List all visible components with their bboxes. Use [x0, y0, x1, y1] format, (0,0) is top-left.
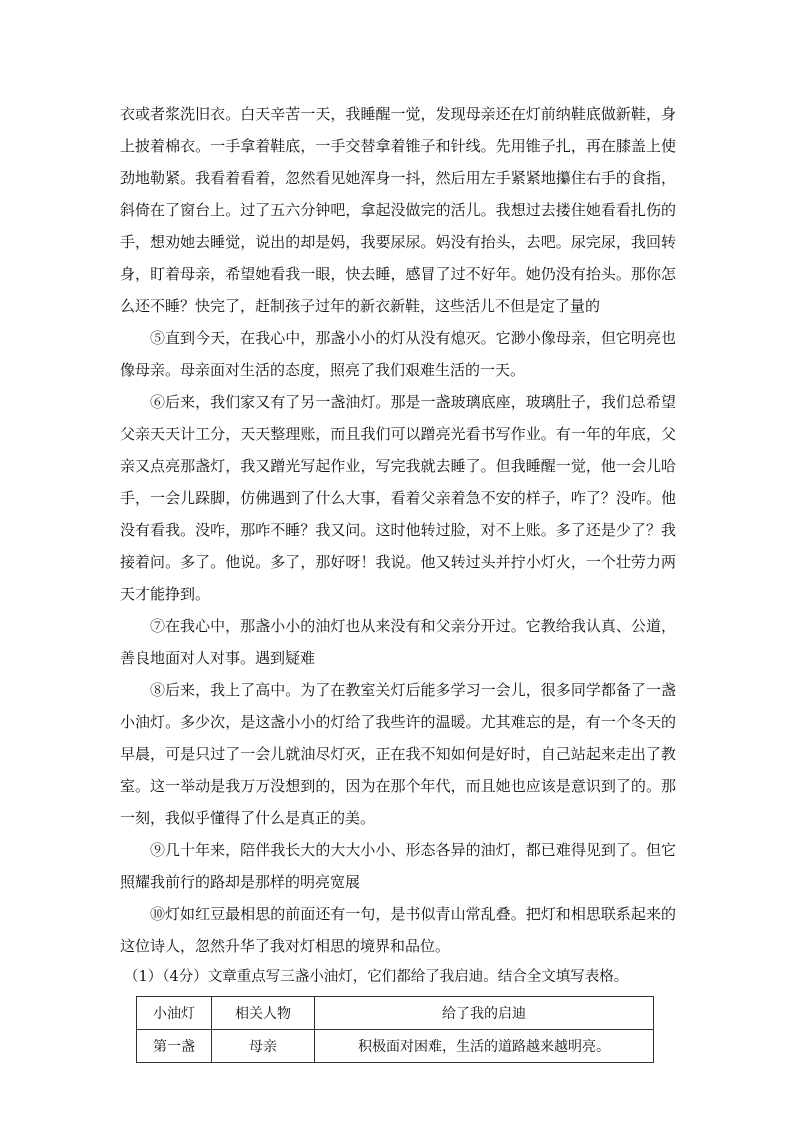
- table-cell: 母亲: [212, 1030, 315, 1063]
- table-cell: 积极面对困难，生活的道路越来越明亮。: [315, 1030, 654, 1063]
- paragraph-4-continued: 衣或者浆洗旧衣。白天辛苦一天，我睡醒一觉，发现母亲还在灯前纳鞋底做新鞋，身上披着棉衣。一手拿着鞋底，一手交替拿着锥子和针线。先用锥子扎，再在膝盖上使劲地勒紧。我看着看着，忽然看见她浑身一抖，然后用左手紧紧地攥住右手的食指，斜倚在了窗台上。过了五六分钟吧，拿起没做完的活儿。我想过去搂住她看看扎伤的手，想劝她去睡觉，说出的却是妈，我要尿尿。妈没有抬头，去吧。尿完尿，我回转身，盯着母亲，希望她看我一眼，快去睡，感冒了过不好年。她仍没有抬头。那你怎么还不睡？快完了，赶制孩子过年的新衣新鞋，这些活儿不但是定了量的: [120, 105, 676, 315]
- document-page: [120, 98, 676, 1063]
- table-header-cell: 给了我的启迪: [315, 997, 654, 1030]
- table-row: [137, 1030, 654, 1063]
- paragraph-7: ⑦在我心中，那盏小小的油灯也从来没有和父亲分开过。它教给我认真、公道，善良地面对人对事。遇到疑难: [120, 617, 676, 667]
- paragraph-6: ⑥后来，我们家又有了另一盏油灯。那是一盏玻璃底座，玻璃肚子，我们总希望父亲天天计工分，天天整理账，而且我们可以蹭亮光看书写作业。有一年的年底，父亲又点亮那盏灯，我又蹭光写起作业，写完我就去睡了。但我睡醒一觉，他一会儿哈手，一会儿跺脚，仿佛遇到了什么大事，看着父亲着急不安的样子，咋了？没咋。他没有看我。没咋，那咋不睡？我又问。这时他转过脸，对不上账。多了还是少了？我接着问。多了。他说。多了，那好呀！我说。他又转过头并拧小灯火，一个壮劳力两天才能挣到。: [120, 393, 676, 603]
- paragraph-5: ⑤直到今天，在我心中，那盏小小的灯从没有熄灭。它渺小像母亲，但它明亮也像母亲。母亲面对生活的态度，照亮了我们艰难生活的一天。: [120, 329, 676, 379]
- table-header-cell: 相关人物: [212, 997, 315, 1030]
- table-header-row: [137, 997, 654, 1030]
- table-cell: 第一盏: [137, 1030, 212, 1063]
- table-header-cell: 小油灯: [137, 997, 212, 1030]
- paragraph-10: ⑩灯如红豆最相思的前面还有一句，是书似青山常乱叠。把灯和相思联系起来的这位诗人，忽然升华了我对灯相思的境界和品位。: [120, 905, 676, 955]
- question-1: （1）（4分）文章重点写三盏小油灯，它们都给了我启迪。结合全文填写表格。: [124, 969, 629, 985]
- answer-table: [136, 996, 654, 1063]
- paragraph-8: ⑧后来，我上了高中。为了在教室关灯后能多学习一会儿，很多同学都备了一盏小油灯。多少次，是这盏小小的灯给了我些许的温暖。尤其难忘的是，有一个冬天的早晨，可是只过了一会儿就油尽灯灭，正在我不知如何是好时，自己站起来走出了教室。这一举动是我万万没想到的，因为在那个年代，而且她也应该是意识到了的。那一刻，我似乎懂得了什么是真正的美。: [120, 681, 676, 827]
- paragraph-9: ⑨几十年来，陪伴我长大的大大小小、形态各异的油灯，都已难得见到了。但它照耀我前行的路却是那样的明亮宽展: [120, 841, 676, 891]
